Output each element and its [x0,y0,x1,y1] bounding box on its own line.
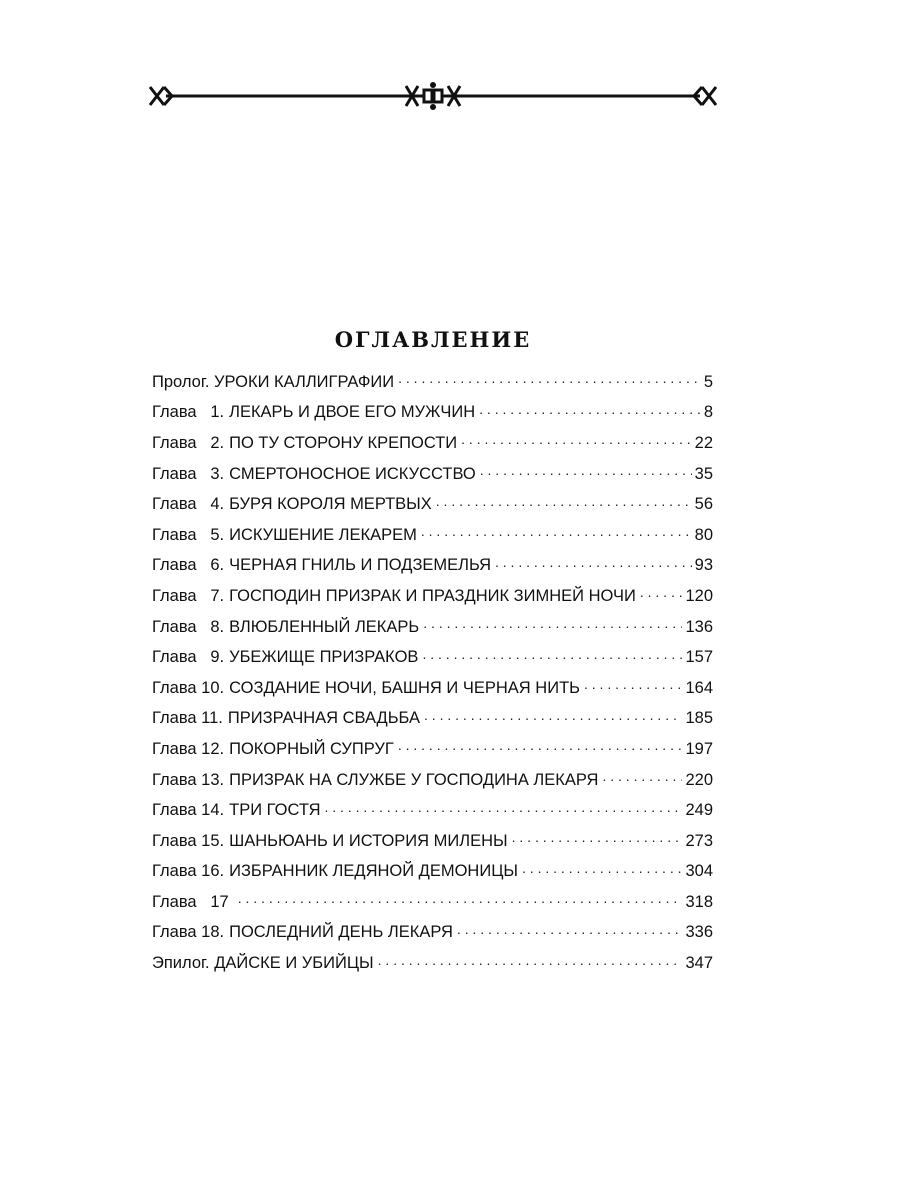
toc-entry-label [152,954,374,973]
page-number: 185 [685,709,713,728]
chapter-prefix: Глава [152,617,197,636]
toc-entry[interactable] [152,612,713,643]
toc-entry[interactable] [152,734,713,765]
dot-leader [398,370,701,386]
toc-entry[interactable] [152,642,713,673]
toc-entry-label [152,373,394,392]
dot-leader [324,799,682,815]
chapter-index: 7. [210,586,225,605]
toc-entry[interactable] [152,551,713,582]
toc-entry[interactable] [152,765,713,796]
page-number: 157 [685,648,713,667]
chapter-title: ПО ТУ СТОРОНУ КРЕПОСТИ [229,433,458,452]
page-number: 93 [694,556,713,575]
chapter-title: СМЕРТОНОСНОЕ ИСКУССТВО [229,464,476,483]
toc-entry-label [152,832,508,851]
chapter-number [152,434,224,453]
page-number: 136 [685,617,713,636]
page-number: 304 [685,862,713,881]
page-number: 8 [703,403,713,422]
chapter-index: 17 [210,892,229,911]
chapter-number [152,526,224,545]
dot-leader [423,615,682,631]
chapter-prefix: Глава [152,556,197,575]
chapter-index: 15. [201,831,225,850]
chapter-prefix: Глава [152,892,197,911]
toc-entry[interactable] [152,704,713,735]
page-number: 220 [685,770,713,789]
chapter-number [152,618,224,637]
toc-entry-label [152,709,420,728]
chapter-number [152,709,223,728]
chapter-number [152,679,224,698]
dot-leader [480,462,692,478]
toc-entry[interactable] [152,459,713,490]
chapter-index: 10. [201,678,225,697]
toc-entry-label [152,465,476,484]
page-number: 273 [685,831,713,850]
dot-leader [421,523,692,539]
toc-entry[interactable] [152,857,713,888]
dot-leader [238,890,683,906]
page-number: 336 [685,923,713,942]
toc-entry-label [152,679,580,698]
toc-entry-label [152,556,491,575]
chapter-prefix: Глава [152,801,197,820]
chapter-prefix: Глава [152,739,197,758]
section-prefix: Пролог. [152,372,210,391]
toc-entry[interactable] [152,520,713,551]
chapter-number [152,465,224,484]
toc-entry[interactable] [152,795,713,826]
chapter-number [152,893,229,912]
chapter-number [152,648,224,667]
toc-entry-label [152,740,394,759]
chapter-index: 5. [210,525,225,544]
chapter-number [152,495,224,514]
toc-entry-label [152,526,417,545]
toc-entry[interactable] [152,887,713,918]
chapter-prefix: Глава [152,433,197,452]
dot-leader [378,952,683,968]
chapter-title: БУРЯ КОРОЛЯ МЕРТВЫХ [229,495,432,514]
chapter-index: 6. [210,556,225,575]
chapter-prefix: Глава [152,678,197,697]
page-number: 164 [685,678,713,697]
toc-entry-label [152,495,432,514]
dot-leader [436,493,692,509]
chapter-prefix: Глава [152,586,197,605]
page-number: 35 [694,464,713,483]
chapter-title: ИЗБРАННИК ЛЕДЯНОЙ ДЕМОНИЦЫ [229,862,519,881]
chapter-number [152,556,224,575]
toc-entry[interactable] [152,918,713,949]
section-prefix: Эпилог. [152,954,210,973]
toc-entry-label [152,587,636,606]
toc-entry-label [152,862,518,881]
page-number: 56 [694,495,713,514]
chapter-number [152,771,224,790]
toc-entry[interactable] [152,428,713,459]
chapter-prefix: Глава [152,831,197,850]
chapter-title: ГОСПОДИН ПРИЗРАК И ПРАЗДНИК ЗИМНЕЙ НОЧИ [229,586,636,605]
chapter-title: СОЗДАНИЕ НОЧИ, БАШНЯ И ЧЕРНАЯ НИТЬ [229,678,580,697]
chapter-title: ПРИЗРАЧНАЯ СВАДЬБА [227,709,421,728]
toc-entry[interactable] [152,581,713,612]
chapter-index: 16. [201,862,225,881]
chapter-index: 9. [210,648,225,667]
chapter-title: ПОКОРНЫЙ СУПРУГ [229,739,394,758]
dot-leader [479,401,701,417]
chapter-prefix: Глава [152,464,197,483]
page-number: 22 [694,433,713,452]
chapter-title: ПРИЗРАК НА СЛУЖБЕ У ГОСПОДИНА ЛЕКАРЯ [229,770,599,789]
chapter-index: 12. [201,739,225,758]
chapter-number [152,923,224,942]
chapter-number [152,740,224,759]
dot-leader [584,676,682,692]
dot-leader [495,554,692,570]
dot-leader [457,921,683,937]
chapter-index: 8. [210,617,225,636]
page-number: 80 [694,525,713,544]
toc-entry[interactable] [152,673,713,704]
chapter-title: ВЛЮБЛЕННЫЙ ЛЕКАРЬ [229,617,420,636]
chapter-index: 11. [201,709,223,728]
toc-entry[interactable] [152,398,713,429]
chapter-number [152,587,224,606]
chapter-index: 2. [210,433,225,452]
toc-entry[interactable] [152,826,713,857]
chapter-number [152,403,224,422]
chapter-prefix: Глава [152,495,197,514]
chapter-prefix: Глава [152,770,197,789]
page-number: 347 [685,954,713,973]
dot-leader [522,860,682,876]
chapter-prefix: Глава [152,923,197,942]
chapter-title: ИСКУШЕНИЕ ЛЕКАРЕМ [229,525,417,544]
chapter-index: 4. [210,495,225,514]
chapter-prefix: Глава [152,648,197,667]
dot-leader [398,737,683,753]
toc-entry[interactable] [152,489,713,520]
toc-entry[interactable] [152,367,713,398]
decorative-divider [148,80,718,112]
chapter-title: УБЕЖИЩЕ ПРИЗРАКОВ [229,648,419,667]
chapter-number [152,832,224,851]
chapter-number [152,862,224,881]
toc-entry-label [152,403,475,422]
chapter-index: 18. [201,923,225,942]
toc-entry-label [152,801,320,820]
chapter-index: 3. [210,464,225,483]
chapter-number [152,801,224,820]
chapter-title: ТРИ ГОСТЯ [229,801,321,820]
chapter-prefix: Глава [152,862,197,881]
dot-leader [424,707,682,723]
page-number: 197 [685,739,713,758]
chapter-index: 13. [201,770,225,789]
toc-entry[interactable] [152,948,713,979]
toc-entry-label [152,923,453,942]
chapter-prefix: Глава [152,709,197,728]
page-title: ОГЛАВЛЕНИЕ [334,327,532,352]
toc-entry-label [152,771,598,790]
toc-entry-label [152,648,418,667]
toc-entry-label [152,893,234,912]
chapter-prefix: Глава [152,403,197,422]
chapter-prefix: Глава [152,525,197,544]
table-of-contents [152,367,713,979]
page-number: 5 [703,372,713,391]
chapter-index: 1. [210,403,225,422]
toc-entry-label [152,618,419,637]
chapter-title: ЧЕРНАЯ ГНИЛЬ И ПОДЗЕМЕЛЬЯ [229,556,491,575]
chapter-title: ПОСЛЕДНИЙ ДЕНЬ ЛЕКАРЯ [229,923,453,942]
dot-leader [422,646,682,662]
toc-entry-label [152,434,457,453]
dot-leader [640,584,683,600]
dot-leader [461,431,691,447]
chapter-title: ДАЙСКЕ И УБИЙЦЫ [214,954,374,973]
dot-leader [602,768,682,784]
chapter-title: ЛЕКАРЬ И ДВОЕ ЕГО МУЖЧИН [229,403,476,422]
chapter-index: 14. [201,801,225,820]
chapter-title: УРОКИ КАЛЛИГРАФИИ [214,372,395,391]
page-number: 249 [685,801,713,820]
chapter-title: ШАНЬЮАНЬ И ИСТОРИЯ МИЛЕНЫ [229,831,508,850]
page-number: 318 [685,892,713,911]
dot-leader [512,829,683,845]
page-number: 120 [685,586,713,605]
